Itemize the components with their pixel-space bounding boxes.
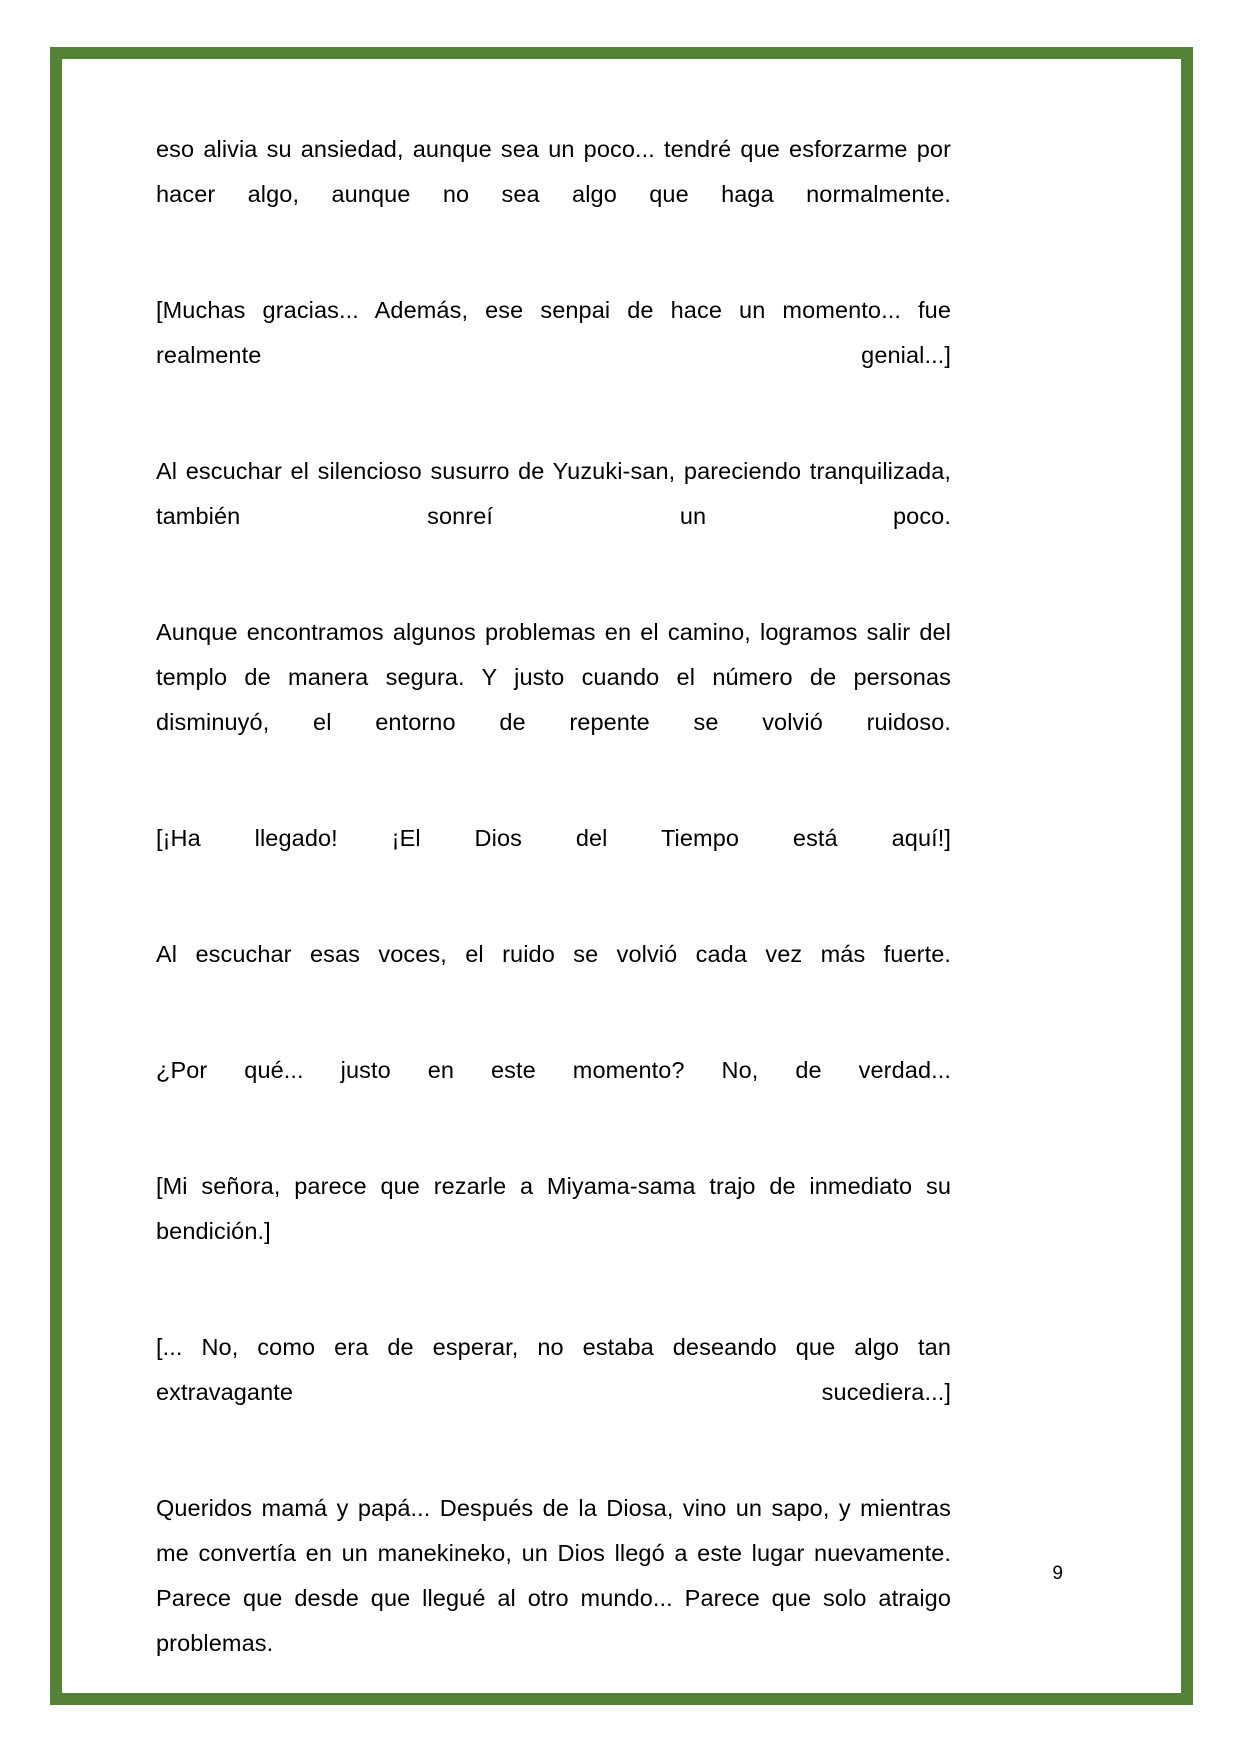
paragraph: ¿Por qué... justo en este momento? No, de verdad... xyxy=(156,1057,951,1083)
paragraph: Aunque encontramos algunos problemas en el camino, logramos salir del templo de manera segura. Y justo cuando el número de personas disminuyó, el entorno de repente se volvió ruidoso. xyxy=(156,619,951,735)
page-text-body xyxy=(156,127,951,1711)
paragraph: Al escuchar el silencioso susurro de Yuzuki-san, pareciendo tranquilizada, también sonreí un poco. xyxy=(156,458,951,529)
paragraph: Queridos mamá y papá... Después de la Diosa, vino un sapo, y mientras me convertía en un manekineko, un Dios llegó a este lugar nuevamente. Parece que desde que llegué al otro mundo... Parece que solo atraigo problemas. xyxy=(156,1495,951,1656)
paragraph: Al escuchar esas voces, el ruido se volvió cada vez más fuerte. xyxy=(156,941,951,967)
paragraph: [Mi señora, parece que rezarle a Miyama-sama trajo de inmediato su bendición.] xyxy=(156,1173,951,1244)
paragraph: [¡Ha llegado! ¡El Dios del Tiempo está aquí!] xyxy=(156,825,951,851)
paragraph: [Muchas gracias... Además, ese senpai de hace un momento... fue realmente genial...] xyxy=(156,297,951,368)
page-number: 9 xyxy=(1052,1563,1063,1584)
paragraph: eso alivia su ansiedad, aunque sea un poco... tendré que esforzarme por hacer algo, aunque no sea algo que haga normalmente. xyxy=(156,136,951,207)
paragraph: [... No, como era de esperar, no estaba deseando que algo tan extravagante sucediera...] xyxy=(156,1334,951,1405)
